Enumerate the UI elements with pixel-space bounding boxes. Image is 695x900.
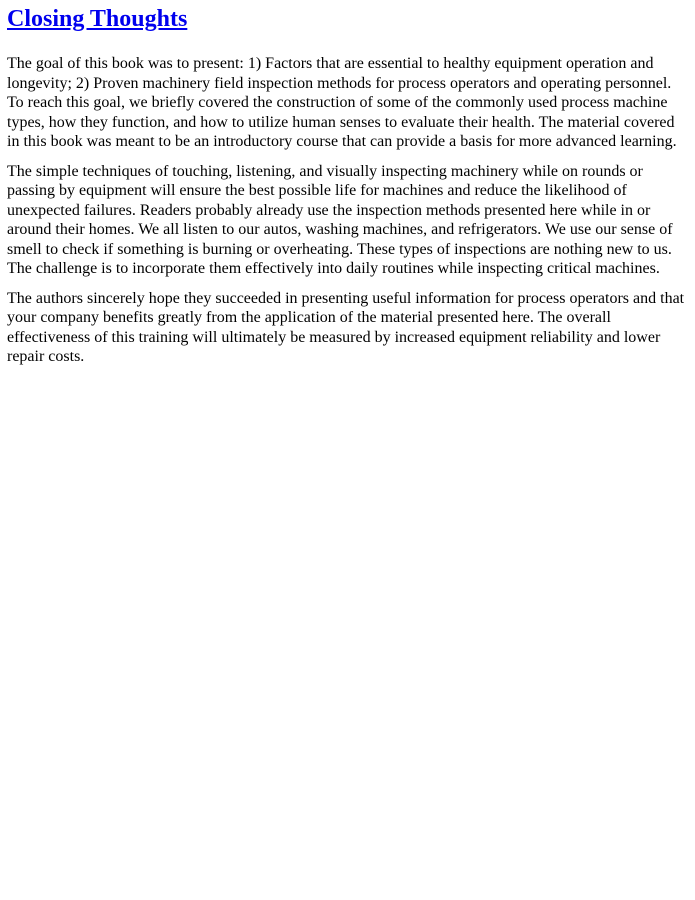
document-page bbox=[0, 0, 695, 367]
title-link[interactable]: Closing Thoughts bbox=[7, 6, 188, 32]
page-title bbox=[7, 4, 688, 34]
paragraph-goal: The goal of this book was to present: 1) Factors that are essential to healthy equipment operation and longevity; 2) Proven machinery field inspection methods for process operators and operating personnel. To reach this goal, we briefly covered the construction of some of the commonly used process machine types, how they function, and how to utilize human senses to evaluate their health. The material covered in this book was meant to be an introductory course that can provide a basis for more advanced learning. bbox=[7, 55, 677, 150]
paragraph-closing: The authors sincerely hope they succeeded in presenting useful information for process operators and that your company benefits greatly from the application of the material presented here. The overall effectiveness of this training will ultimately be measured by increased equipment reliability and lower repair costs. bbox=[7, 289, 685, 365]
paragraph-techniques: The simple techniques of touching, listening, and visually inspecting machinery while on rounds or passing by equipment will ensure the best possible life for machines and reduce the likelihood of unexpected failures. Readers probably already use the inspection methods presented here while in or around their homes. We all listen to our autos, washing machines, and refrigerators. We use our sense of smell to check if something is burning or overheating. These types of inspections are nothing new to us. The challenge is to incorporate them effectively into daily routines while inspecting critical machines. bbox=[7, 162, 673, 277]
